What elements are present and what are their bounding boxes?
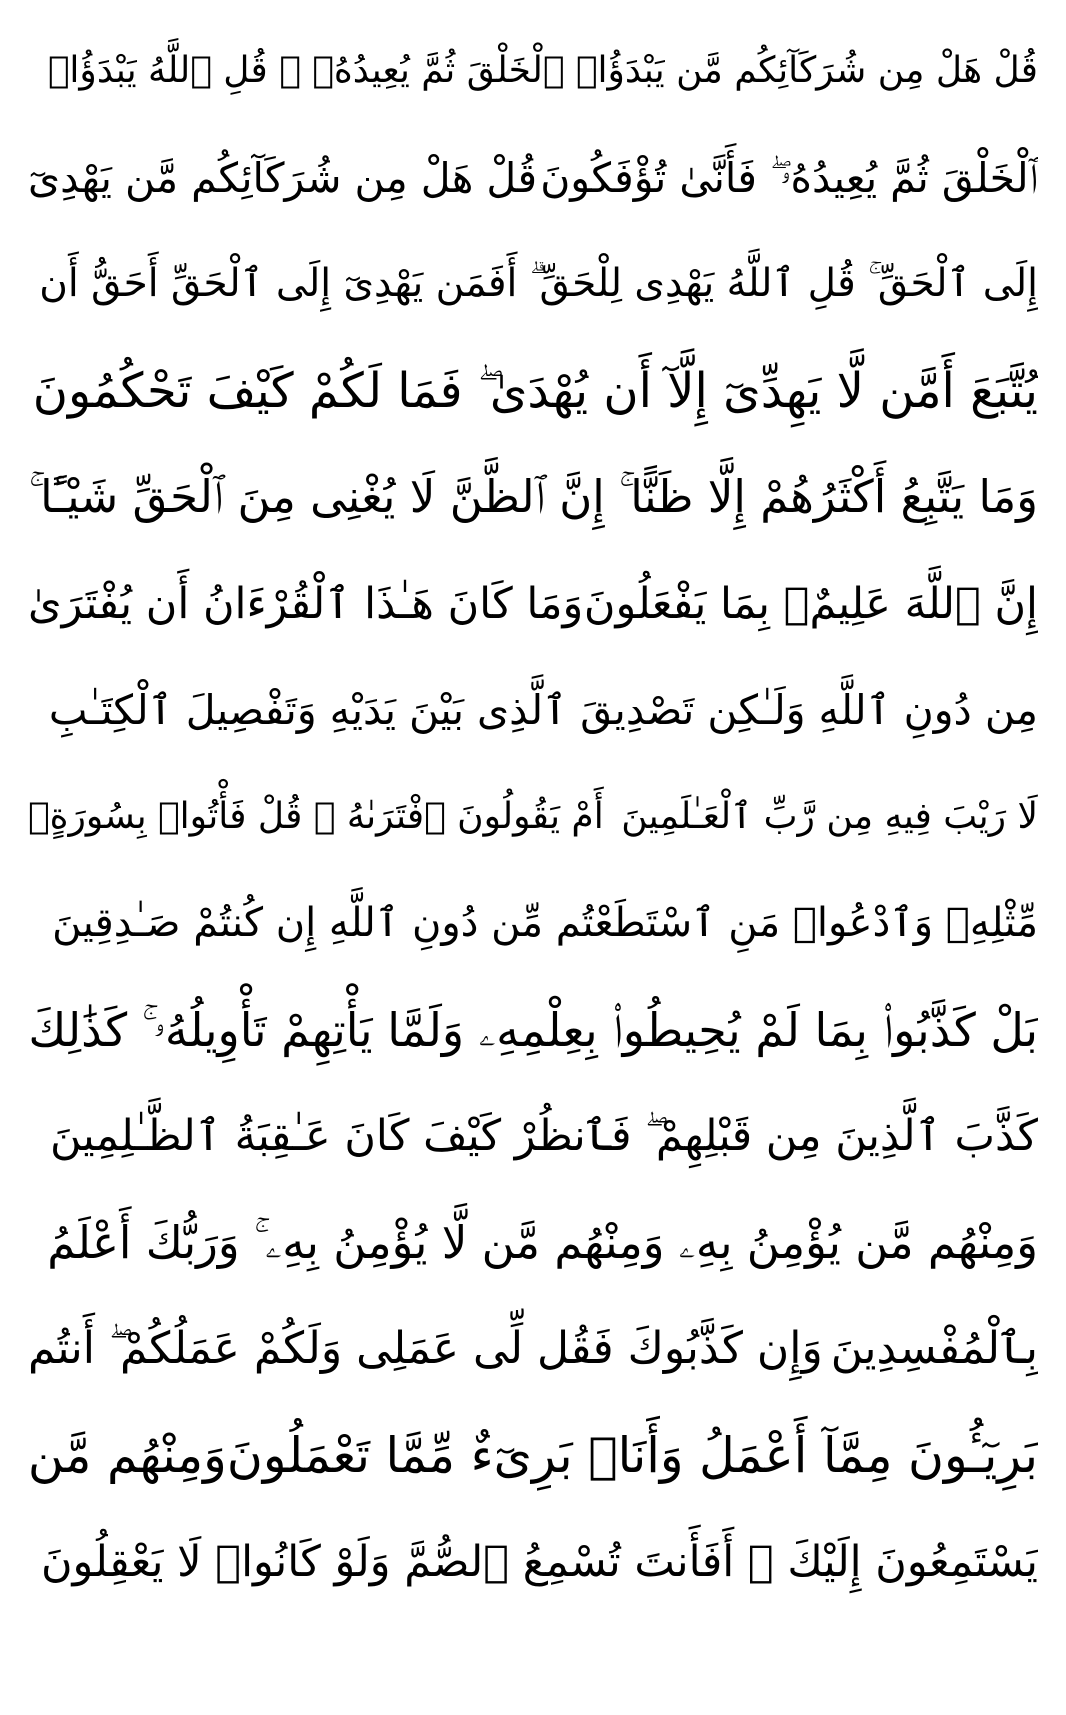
text-line [28,977,1038,1084]
line-text: مِّثْلِهِۦ وَٱدْعُوا۟ مَنِ ٱسْتَطَعْتُم مِّن دُونِ ٱللَّهِ إِن كُنتُمْ صَـٰدِقِينَ [52,900,1038,947]
text-line [28,444,1038,551]
line-text: قُلْ هَلْ مِن شُرَكَآئِكُم مَّن يَهْدِىٓ [28,153,538,202]
text-line [28,1509,1038,1616]
line-text: مِن دُونِ ٱللَّهِ وَلَـٰكِن تَصْدِيقَ ٱلَّذِى بَيْنَ يَدَيْهِ وَتَفْصِيلَ ٱلْكِتَـٰبِ [48,686,1038,735]
line-text: أَمْ يَقُولُونَ ٱفْتَرَىٰهُ ۖ قُلْ فَأْتُوا۟ بِسُورَةٍۢ [28,795,604,837]
text-line [28,1190,1038,1297]
line-text: بَرِيٓـُٔونَ مِمَّآ أَعْمَلُ وَأَنَا۠ بَرِىٓءٌ مِّمَّا تَعْمَلُونَ [226,1426,1038,1484]
text-line [28,18,1038,125]
line-text: قُلْ هَلْ مِن شُرَكَآئِكُم مَّن يَبْدَؤُا۟ ٱلْخَلْقَ ثُمَّ يُعِيدُهُۥ ۚ قُلِ ٱللَّهُ يَبْدَؤُا۟ [47,50,1038,92]
line-text: وَإِن كَذَّبُوكَ فَقُل لِّى عَمَلِى وَلَكُمْ عَمَلُكُمْ ۖ أَنتُم [28,1323,823,1375]
line-text: يُتَّبَعَ أَمَّن لَّا يَهِدِّىٓ إِلَّآ أَن يُهْدَىٰ ۖ فَمَا لَكُمْ كَيْفَ تَحْكُمُونَ [32,362,1038,419]
line-text: بَلْ كَذَّبُوا۟ بِمَا لَمْ يُحِيطُوا۟ بِعِلْمِهِۦ وَلَمَّا يَأْتِهِمْ تَأْوِيلُهُۥ ۚ كَذَٰلِكَ [28,1002,1038,1057]
text-line [28,764,1038,871]
text-line [28,657,1038,764]
text-line [28,1296,1038,1403]
text-line [28,231,1038,338]
text-line [28,1403,1038,1510]
text-line [28,125,1038,232]
line-text: وَمِنْهُم مَّن يُؤْمِنُ بِهِۦ وَمِنْهُم مَّن لَّا يُؤْمِنُ بِهِۦ ۚ وَرَبُّكَ أَعْلَمُ [47,1215,1038,1269]
line-text: وَمَا يَتَّبِعُ أَكْثَرُهُمْ إِلَّا ظَنًّا ۚ إِنَّ ٱلظَّنَّ لَا يُغْنِى مِنَ ٱلْحَقِّ شَيْـًٔا ۚ [28,470,1038,524]
line-text: وَمِنْهُم مَّن [28,1426,227,1484]
text-line [28,551,1038,658]
line-text: يَسْتَمِعُونَ إِلَيْكَ ۚ أَفَأَنتَ تُسْمِعُ ٱلصُّمَّ وَلَوْ كَانُوا۟ لَا يَعْقِلُونَ [40,1537,1038,1588]
line-text: إِلَى ٱلْحَقِّ ۚ قُلِ ٱللَّهُ يَهْدِى لِلْحَقِّ ۗ أَفَمَن يَهْدِىٓ إِلَى ٱلْحَقِّ أَحَقُّ أَن [39,261,1038,307]
line-text: لَا رَيْبَ فِيهِ مِن رَّبِّ ٱلْعَـٰلَمِينَ [621,795,1038,837]
line-text: إِنَّ ٱللَّهَ عَلِيمٌۢ بِمَا يَفْعَلُونَ [583,578,1038,629]
text-line [28,870,1038,977]
line-text: وَمَا كَانَ هَـٰذَا ٱلْقُرْءَانُ أَن يُفْتَرَىٰ [28,578,584,629]
line-text: ٱلْخَلْقَ ثُمَّ يُعِيدُهُۥ ۖ فَأَنَّىٰ تُؤْفَكُونَ [540,153,1038,202]
text-line [28,338,1038,445]
line-text: بِٱلْمُفْسِدِينَ [830,1323,1038,1375]
text-line [28,1083,1038,1190]
line-text: كَذَّبَ ٱلَّذِينَ مِن قَبْلِهِمْ ۖ فَٱنظُرْ كَيْفَ كَانَ عَـٰقِبَةُ ٱلظَّـٰلِمِينَ [50,1111,1038,1162]
